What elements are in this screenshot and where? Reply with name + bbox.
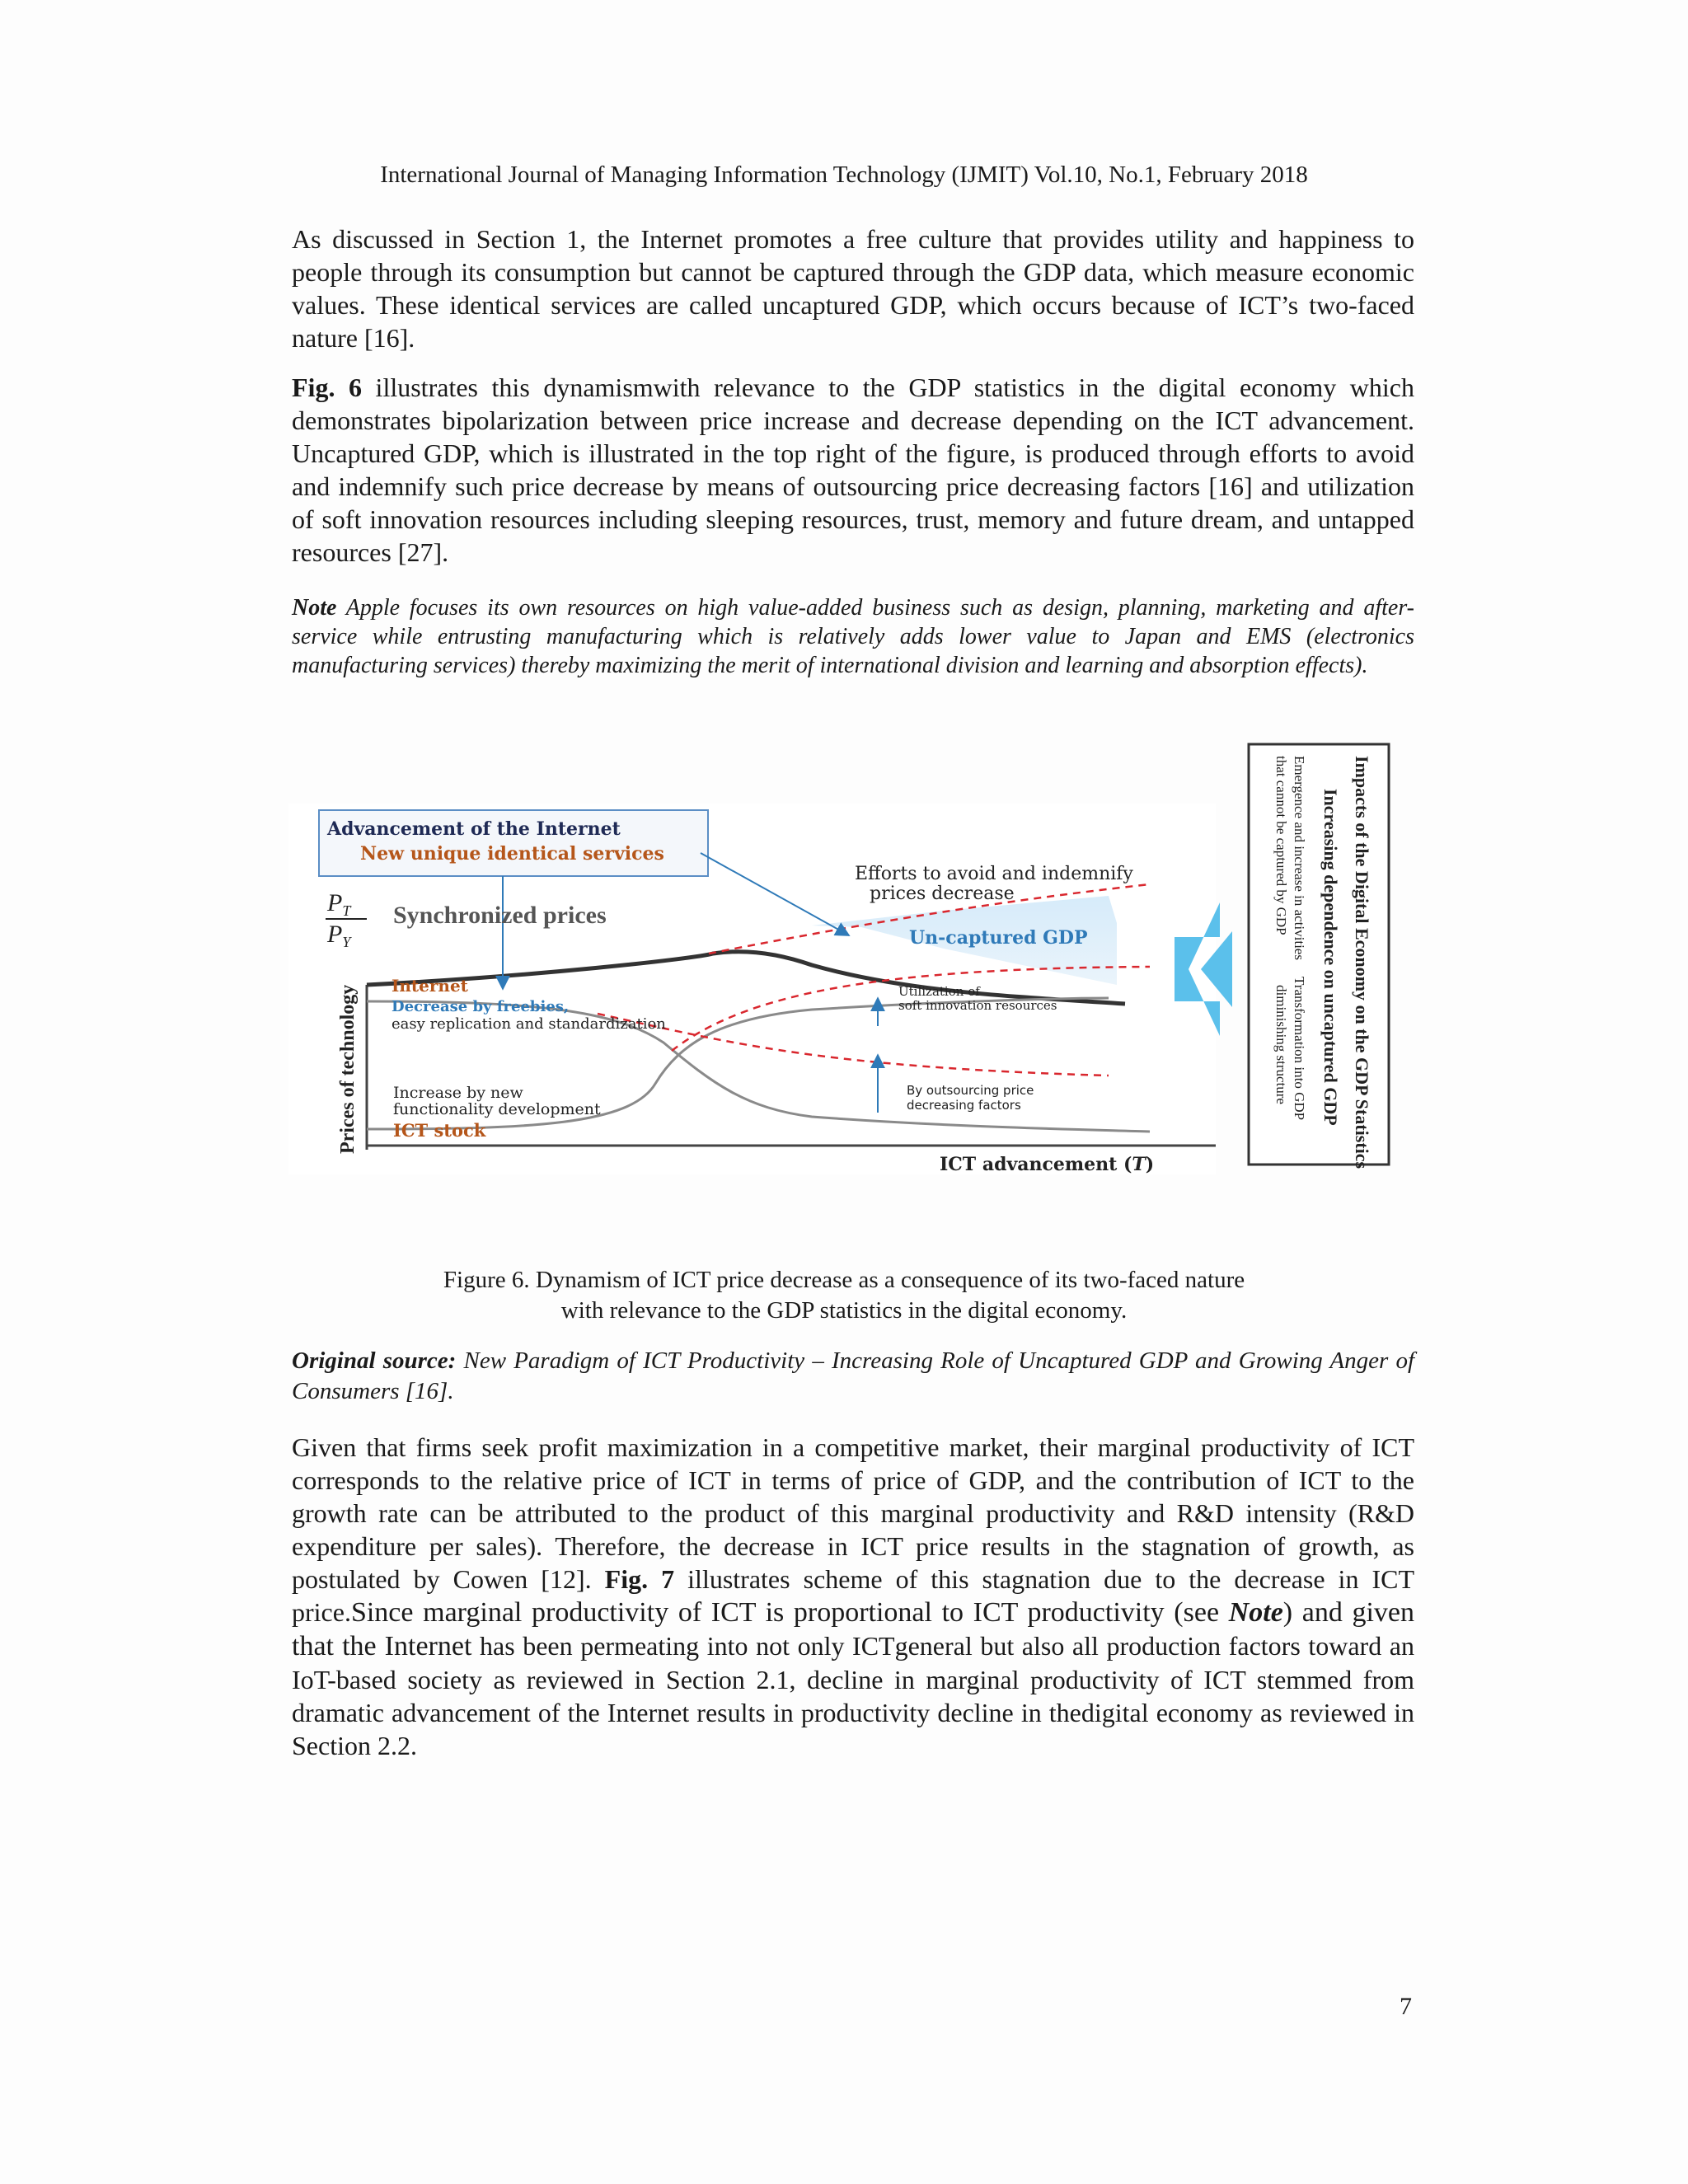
page-number: 7 bbox=[1400, 1993, 1412, 2020]
paragraph-3-part-d: ) and given that the Internet bbox=[292, 1597, 1415, 1661]
paragraph-2 bbox=[292, 371, 1414, 569]
source-label: Original source: bbox=[292, 1347, 457, 1374]
ratio-numerator: $P_T$ bbox=[327, 889, 351, 919]
impacts-box-title: Impacts of the Digital Economy on the GDP Statistics bbox=[1352, 756, 1372, 1169]
fig6-reference: Fig. 6 bbox=[292, 373, 362, 402]
paragraph-2-body: illustrates this dynamismwith relevance to the GDP statistics in the digital economy which demonstrates bipolarization between price increase and decrease depending on the ICT advancement. Uncaptured GDP, which is illustrated in the top right of the figure, is produced through efforts to avoid and indemnify such price decrease by means of outsourcing price decreasing factors [16] and utilization of soft innovation resources including sleeping resources, trust, memory and future dream, and untapped resources [27]. bbox=[292, 373, 1415, 567]
impacts-box-col2-line2: diminishing structure bbox=[1273, 985, 1289, 1104]
increase-line-2: functionality development bbox=[393, 1100, 601, 1118]
paragraph-3 bbox=[292, 1431, 1414, 1762]
efforts-line-2: prices decrease bbox=[870, 883, 1015, 904]
note-body: Apple focuses its own resources on high value-added business such as design, planning, marketing and after-service while entrusting manufacturing which is relatively adds lower value to Japan and EMS (electronics manufacturing services) thereby maximizing the merit of international division and learning and absorption effects). bbox=[292, 595, 1414, 678]
impacts-box-subtitle: Increasing dependence on uncaptured GDP bbox=[1320, 789, 1341, 1126]
outsourcing-line-1: By outsourcing price bbox=[907, 1083, 1034, 1098]
internet-label: Internet bbox=[392, 976, 468, 996]
figure-caption-line-2: with relevance to the GDP statistics in the digital economy. bbox=[560, 1297, 1128, 1324]
easy-replication-label: easy replication and standardization bbox=[392, 1015, 666, 1033]
fig7-reference: Fig. 7 bbox=[604, 1564, 675, 1594]
source-text: New Paradigm of ICT Productivity – Increasing Role of Uncaptured GDP and Growing Anger of Consumers [16]. bbox=[292, 1347, 1415, 1404]
callout-title: Advancement of the Internet bbox=[327, 818, 621, 840]
paragraph-3-part-a: Given that firms seek profit maximization in a competitive market, their marginal productivity of ICT corresponds to the relative price of ICT in terms of price of GDP, and the contribution of ICT to the growth rate can be attributed to the product of this marginal productivity and R&D intensity (R&D expenditure per sales). Therefore, the decrease in ICT price results in the stagnation of growth, as postulated by Cowen [12]. bbox=[292, 1432, 1414, 1594]
paragraph-3-part-e: has been permeating into not only ICTgeneral but also all production factors toward an IoT-based society as reviewed in Section 2.1, decline in marginal productivity of ICT stemmed from dramatic advancement of the Internet results in productivity decline in thedigital economy as reviewed in Section 2.2. bbox=[292, 1631, 1414, 1760]
decrease-label: Decrease by freebies, bbox=[392, 998, 570, 1015]
y-axis-label: Prices of technology bbox=[337, 984, 359, 1154]
paragraph-3-part-b: illustrates scheme of this stagnation due to the decrease in ICT price. bbox=[292, 1564, 1415, 1627]
impacts-box-col1-line1: Emergence and increase in activities bbox=[1292, 756, 1307, 960]
note-paragraph bbox=[292, 593, 1414, 680]
synchronized-prices-label: Synchronized prices bbox=[393, 902, 607, 929]
increase-line-1: Increase by new bbox=[393, 1084, 523, 1102]
note-label: Note bbox=[292, 595, 337, 621]
utilization-line-1: Utilization of bbox=[898, 984, 980, 999]
ict-stock-label: ICT stock bbox=[393, 1120, 486, 1141]
x-axis-label: ICT advancement (T) bbox=[940, 1154, 1155, 1175]
uncaptured-gdp-label: Un-captured GDP bbox=[909, 927, 1088, 949]
utilization-line-2: soft innovation resources bbox=[898, 998, 1057, 1013]
ratio-denominator: $P_Y$ bbox=[327, 921, 351, 950]
note-reference: Note bbox=[1228, 1597, 1283, 1628]
callout-subtitle: New unique identical services bbox=[360, 843, 664, 865]
original-source bbox=[292, 1346, 1414, 1407]
efforts-line-1: Efforts to avoid and indemnify bbox=[855, 864, 1133, 884]
impacts-box-col1-line2: that cannot be captured by GDP bbox=[1273, 756, 1289, 935]
outsourcing-line-2: decreasing factors bbox=[907, 1098, 1021, 1113]
figure-caption-line-1: Figure 6. Dynamism of ICT price decrease as a consequence of its two-faced nature bbox=[443, 1267, 1245, 1293]
paragraph-1: As discussed in Section 1, the Internet promotes a free culture that provides utility and happiness to people through its consumption but cannot be captured through the GDP data, which measure economic values. These identical services are called uncaptured GDP, which occurs because of ICT’s two-faced nature [16]. bbox=[292, 224, 1414, 353]
impacts-box-col2-line1: Transformation into GDP bbox=[1292, 977, 1307, 1121]
journal-header: International Journal of Managing Information Technology (IJMIT) Vol.10, No.1, February 2018 bbox=[380, 162, 1308, 188]
figure-6 bbox=[284, 738, 1405, 1183]
paragraph-3-part-c: Since marginal productivity of ICT is proportional to ICT productivity (see bbox=[350, 1597, 1229, 1628]
